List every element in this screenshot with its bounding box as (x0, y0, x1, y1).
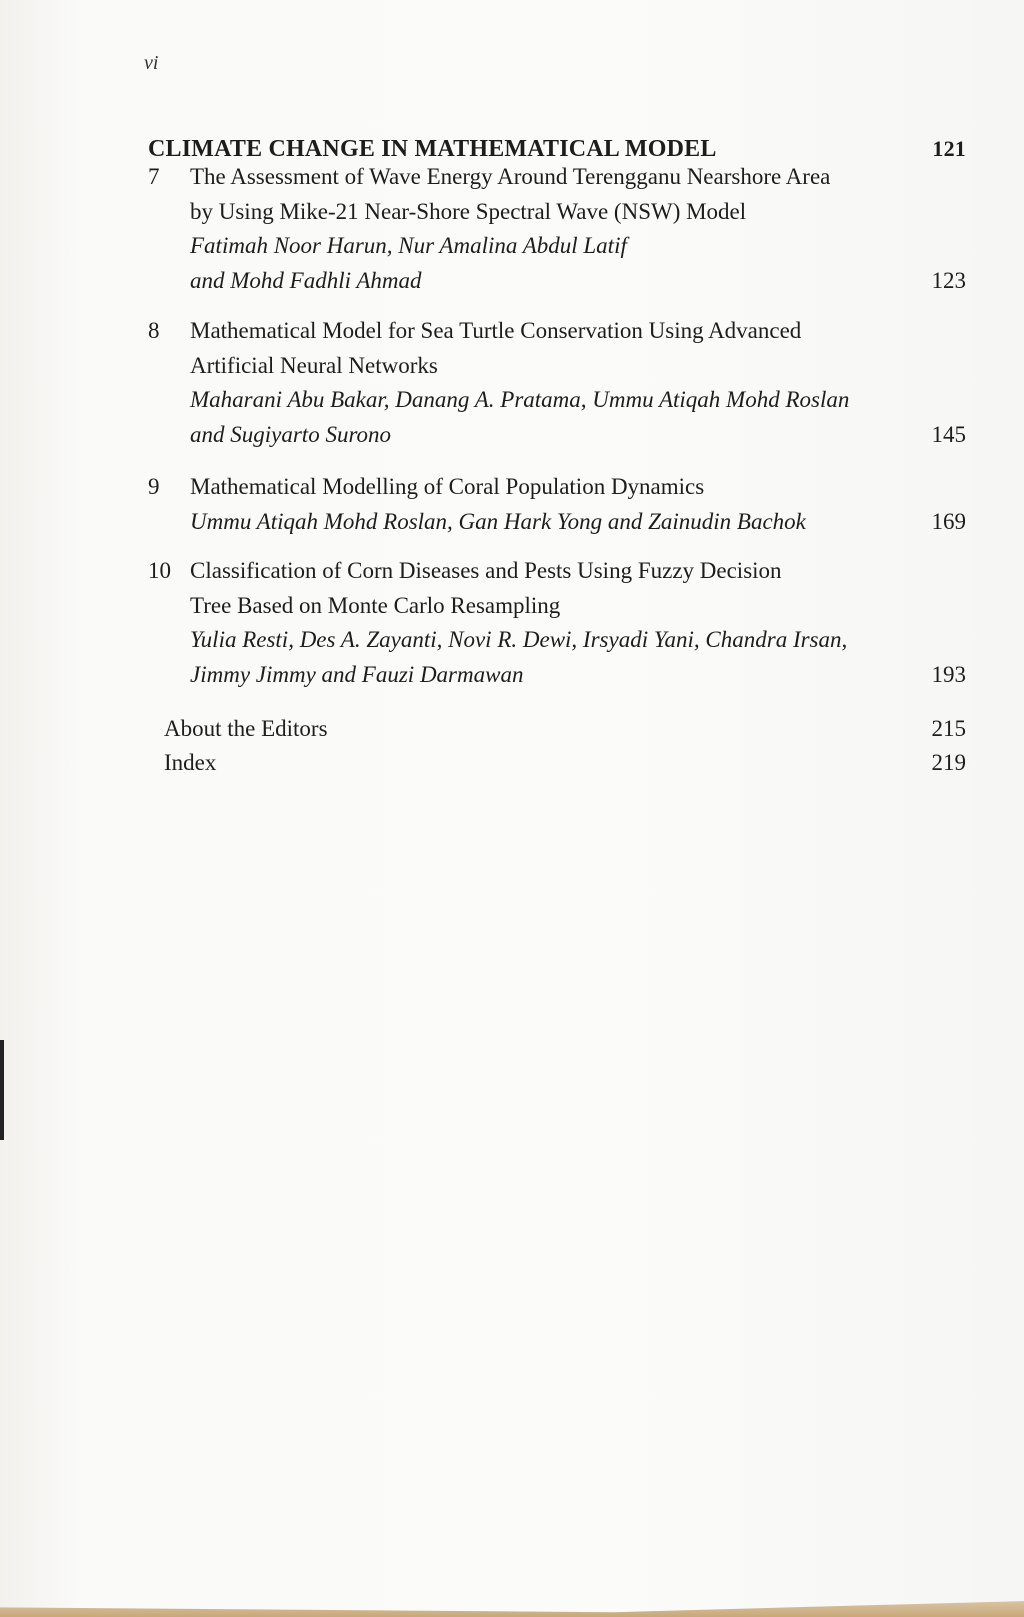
toc-entry-about-editors[interactable] (164, 716, 966, 742)
chapter-page-number: 123 (931, 267, 966, 293)
chapter-number: 10 (148, 558, 171, 583)
toc-entry-chapter-8[interactable] (148, 314, 966, 452)
back-matter-page-number: 219 (931, 750, 966, 775)
chapter-number: 7 (148, 164, 160, 189)
chapter-authors-line: and Mohd Fadhli Ahmad (190, 267, 422, 293)
part-heading (148, 136, 966, 163)
chapter-authors-line: and Sugiyarto Surono (190, 421, 392, 447)
chapter-number: 8 (148, 318, 160, 343)
chapter-authors-line: Fatimah Noor Harun, Nur Amalina Abdul Latif (190, 233, 627, 258)
chapter-authors-line: Maharani Abu Bakar, Danang A. Pratama, Ummu Atiqah Mohd Roslan (190, 387, 850, 412)
chapter-title-line: Artificial Neural Networks (190, 352, 438, 378)
chapter-title-line: by Using Mike-21 Near-Shore Spectral Wave (NSW) Model (190, 198, 747, 224)
chapter-authors-line: Jimmy Jimmy and Fauzi Darmawan (190, 661, 524, 687)
toc-entry-chapter-9[interactable] (148, 470, 966, 539)
part-page-number: 121 (932, 136, 966, 161)
chapter-title-line: The Assessment of Wave Energy Around Terengganu Nearshore Area (190, 164, 831, 189)
chapter-title-line: Tree Based on Monte Carlo Resampling (190, 592, 561, 618)
chapter-title-line: Mathematical Model for Sea Turtle Conservation Using Advanced (190, 318, 802, 343)
chapter-page-number: 193 (931, 661, 966, 687)
part-title: CLIMATE CHANGE IN MATHEMATICAL MODEL (148, 136, 717, 162)
chapter-title-line: Mathematical Modelling of Coral Population Dynamics (190, 474, 705, 499)
back-matter-label: Index (164, 750, 217, 775)
chapter-number: 9 (148, 474, 160, 499)
toc-entry-chapter-10[interactable] (148, 554, 966, 692)
chapter-page-number: 145 (931, 421, 966, 447)
back-matter-page-number: 215 (931, 716, 966, 741)
chapter-page-number: 169 (931, 508, 966, 534)
back-matter-label: About the Editors (164, 716, 328, 741)
toc-entry-index[interactable] (164, 750, 966, 776)
page-bottom-edge (0, 1601, 1024, 1617)
spine-shadow (0, 1040, 4, 1140)
toc-entry-chapter-7[interactable] (148, 160, 966, 298)
page-folio: vi (144, 52, 159, 74)
chapter-authors-line: Yulia Resti, Des A. Zayanti, Novi R. Dewi, Irsyadi Yani, Chandra Irsan, (190, 627, 848, 652)
chapter-title-line: Classification of Corn Diseases and Pests Using Fuzzy Decision (190, 558, 782, 583)
chapter-authors-line: Ummu Atiqah Mohd Roslan, Gan Hark Yong and Zainudin Bachok (190, 508, 806, 534)
